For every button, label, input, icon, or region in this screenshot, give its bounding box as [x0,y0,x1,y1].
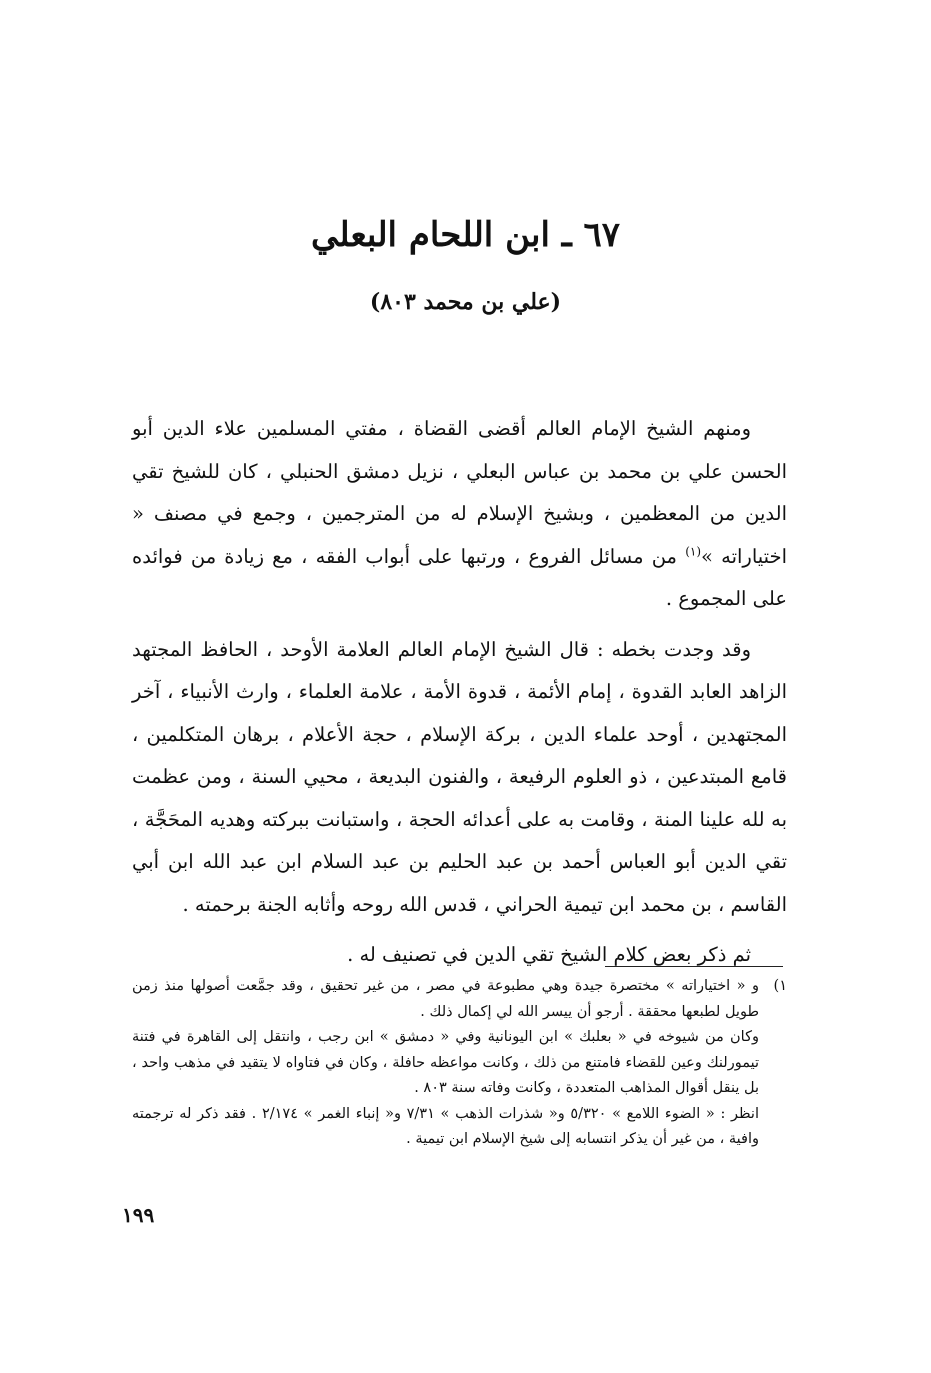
footnote-reference: (١) [685,544,702,558]
footnote-number: ١) [773,978,787,994]
footnotes [132,974,787,1153]
paragraph-2: وقد وجدت بخطه : قال الشيخ الإمام العالم العلامة الأوحد ، الحافظ المجتهد الزاهد العابد القدوة ، إمام الأئمة ، قدوة الأمة ، علامة العلماء ، وارث الأنبياء ، آخر المجتهدين ، أوحد علماء الدين ، بركة الإسلام ، حجة الأعلام ، برهان المتكلمين ، قامع المبتدعين ، ذو العلوم الرفيعة ، والفنون البديعة ، محيي السنة ، ومن عظمت به لله علينا المنة ، وقامت به على أعدائه الحجة ، واستبانت ببركته وهديه المحَجَّة ، تقي الدين أبو العباس أحمد بن عبد الحليم بن عبد السلام ابن عبد الله ابن أبي القاسم ، بن محمد ابن تيمية الحراني ، قدس الله روحه وأثابه الجنة برحمته . [132,637,787,916]
body-text [132,408,787,977]
paragraph-1 [132,408,787,621]
chapter-subtitle: (علي بن محمد ٨٠٣) [369,289,562,315]
chapter-title: ٦٧ ـ ابن اللحام البعلي [310,215,621,255]
paragraph-1-tail: من مسائل الفروع ، ورتبها على أبواب الفقه ، مع زيادة من فوائده على المجموع . [132,544,787,610]
footnote-1 [132,974,787,1025]
footnote-line-1: و « اختياراته » مختصرة جيدة وهي مطبوعة في مصر ، من غير تحقيق ، وقد جمَّعت أصولها منذ زمن طويل لطبعها محققة . أرجو أن ييسر الله لي إكمال ذلك . [132,978,759,1020]
paragraph-1-text: ومنهم الشيخ الإمام العالم أقضى القضاة ، مفتي المسلمين علاء الدين أبو الحسن علي بن محمد بن عباس البعلي ، نزيل دمشق الحنبلي ، كان للشيخ تقي الدين من المعظمين ، وبشيخ الإسلام له من المترجمين ، وجمع في مصنف « اختياراته » [132,417,788,568]
paragraph-3: ثم ذكر بعض كلام الشيخ تقي الدين في تصنيف له . [347,943,751,966]
page-number: ١٩٩ [122,1203,155,1227]
footnote-separator [605,966,783,967]
footnote-paragraph-2: وكان من شيوخه في « بعلبك » ابن اليونانية وفي « دمشق » ابن رجب ، وانتقل إلى القاهرة في فتنة تيمورلنك وعين للقضاء فامتنع من ذلك ، وكانت مواعظه حافلة ، وكان في فتاواه لا يتقيد في مذهب واحد ، بل ينقل أقوال المذاهب المتعددة ، وكانت وفاته سنة ٨٠٣ . [132,1029,759,1096]
footnote-paragraph-3: انظر : « الضوء اللامع » ٥/٣٢٠ و« شذرات الذهب » ٧/٣١ و« إنباء الغمر » ٢/١٧٤ . فقد ذكر له ترجمته وافية ، من غير أن يذكر انتسابه إلى شيخ الإسلام ابن تيمية . [132,1105,759,1147]
